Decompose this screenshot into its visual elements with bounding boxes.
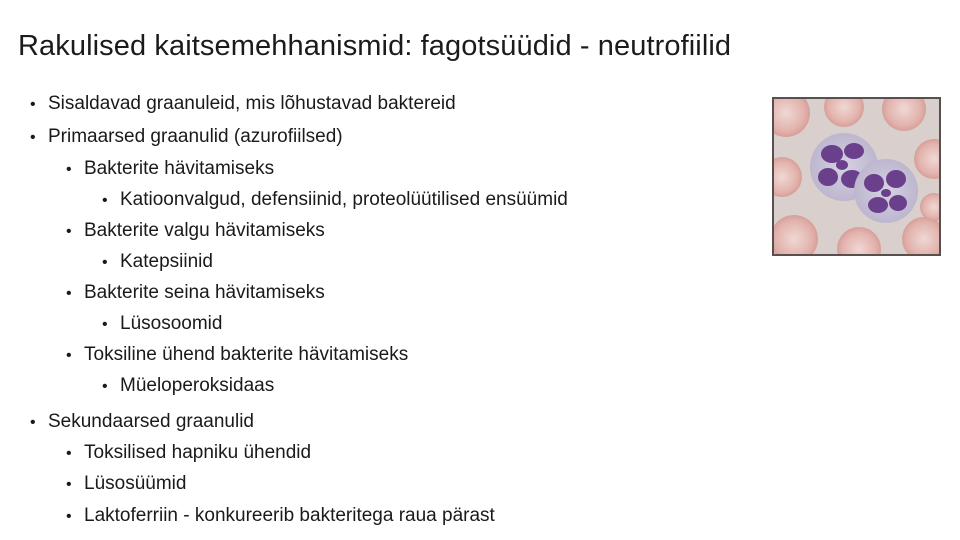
bullet-item bbox=[102, 312, 222, 337]
bullet-text: Toksilised hapniku ühendid bbox=[84, 442, 312, 463]
bullet-text: Müeloperoksidaas bbox=[120, 375, 275, 396]
bullet-dot-icon: • bbox=[30, 414, 36, 431]
bullet-text: Sekundaarsed graanulid bbox=[48, 411, 254, 432]
bullet-item bbox=[30, 410, 254, 435]
bullet-text: Primaarsed graanulid (azurofiilsed) bbox=[48, 126, 343, 147]
bullet-item bbox=[30, 125, 343, 150]
bullet-item bbox=[66, 343, 408, 368]
bullet-text: Katioonvalgud, defensiinid, proteolüütilised ensüümid bbox=[120, 189, 568, 210]
bullet-dot-icon: • bbox=[102, 316, 108, 333]
bullet-text: Bakterite hävitamiseks bbox=[84, 158, 275, 179]
bullet-item bbox=[102, 250, 213, 275]
bullet-text: Laktoferriin - konkureerib bakteritega raua pärast bbox=[84, 505, 495, 526]
bullet-item bbox=[102, 188, 568, 213]
bullet-dot-icon: • bbox=[102, 254, 108, 271]
bullet-item bbox=[66, 157, 274, 182]
bullet-text: Katepsiinid bbox=[120, 251, 213, 272]
bullet-dot-icon: • bbox=[30, 129, 36, 146]
bullet-dot-icon: • bbox=[66, 508, 72, 525]
slide-title: Rakulised kaitsemehhanismid: fagotsüüdid - neutrofiilid bbox=[18, 30, 732, 62]
bullet-text: Lüsosoomid bbox=[120, 313, 223, 334]
neutrophil-micrograph-illustration bbox=[774, 99, 939, 254]
bullet-dot-icon: • bbox=[30, 96, 36, 113]
neutrophil-micrograph-image bbox=[772, 97, 941, 256]
bullet-text: Bakterite valgu hävitamiseks bbox=[84, 220, 325, 241]
bullet-text: Sisaldavad graanuleid, mis lõhustavad baktereid bbox=[48, 93, 456, 114]
bullet-item bbox=[66, 281, 325, 306]
bullet-dot-icon: • bbox=[66, 445, 72, 462]
bullet-dot-icon: • bbox=[66, 223, 72, 240]
bullet-item bbox=[66, 504, 495, 529]
bullet-dot-icon: • bbox=[102, 192, 108, 209]
bullet-text: Toksiline ühend bakterite hävitamiseks bbox=[84, 344, 409, 365]
bullet-item bbox=[66, 441, 311, 466]
bullet-item bbox=[66, 219, 325, 244]
bullet-dot-icon: • bbox=[66, 161, 72, 178]
bullet-item bbox=[66, 472, 186, 497]
bullet-dot-icon: • bbox=[66, 476, 72, 493]
bullet-dot-icon: • bbox=[102, 378, 108, 395]
bullet-dot-icon: • bbox=[66, 285, 72, 302]
bullet-text: Bakterite seina hävitamiseks bbox=[84, 282, 325, 303]
bullet-item bbox=[30, 92, 456, 117]
bullet-text: Lüsosüümid bbox=[84, 473, 187, 494]
bullet-item bbox=[102, 374, 274, 399]
bullet-dot-icon: • bbox=[66, 347, 72, 364]
